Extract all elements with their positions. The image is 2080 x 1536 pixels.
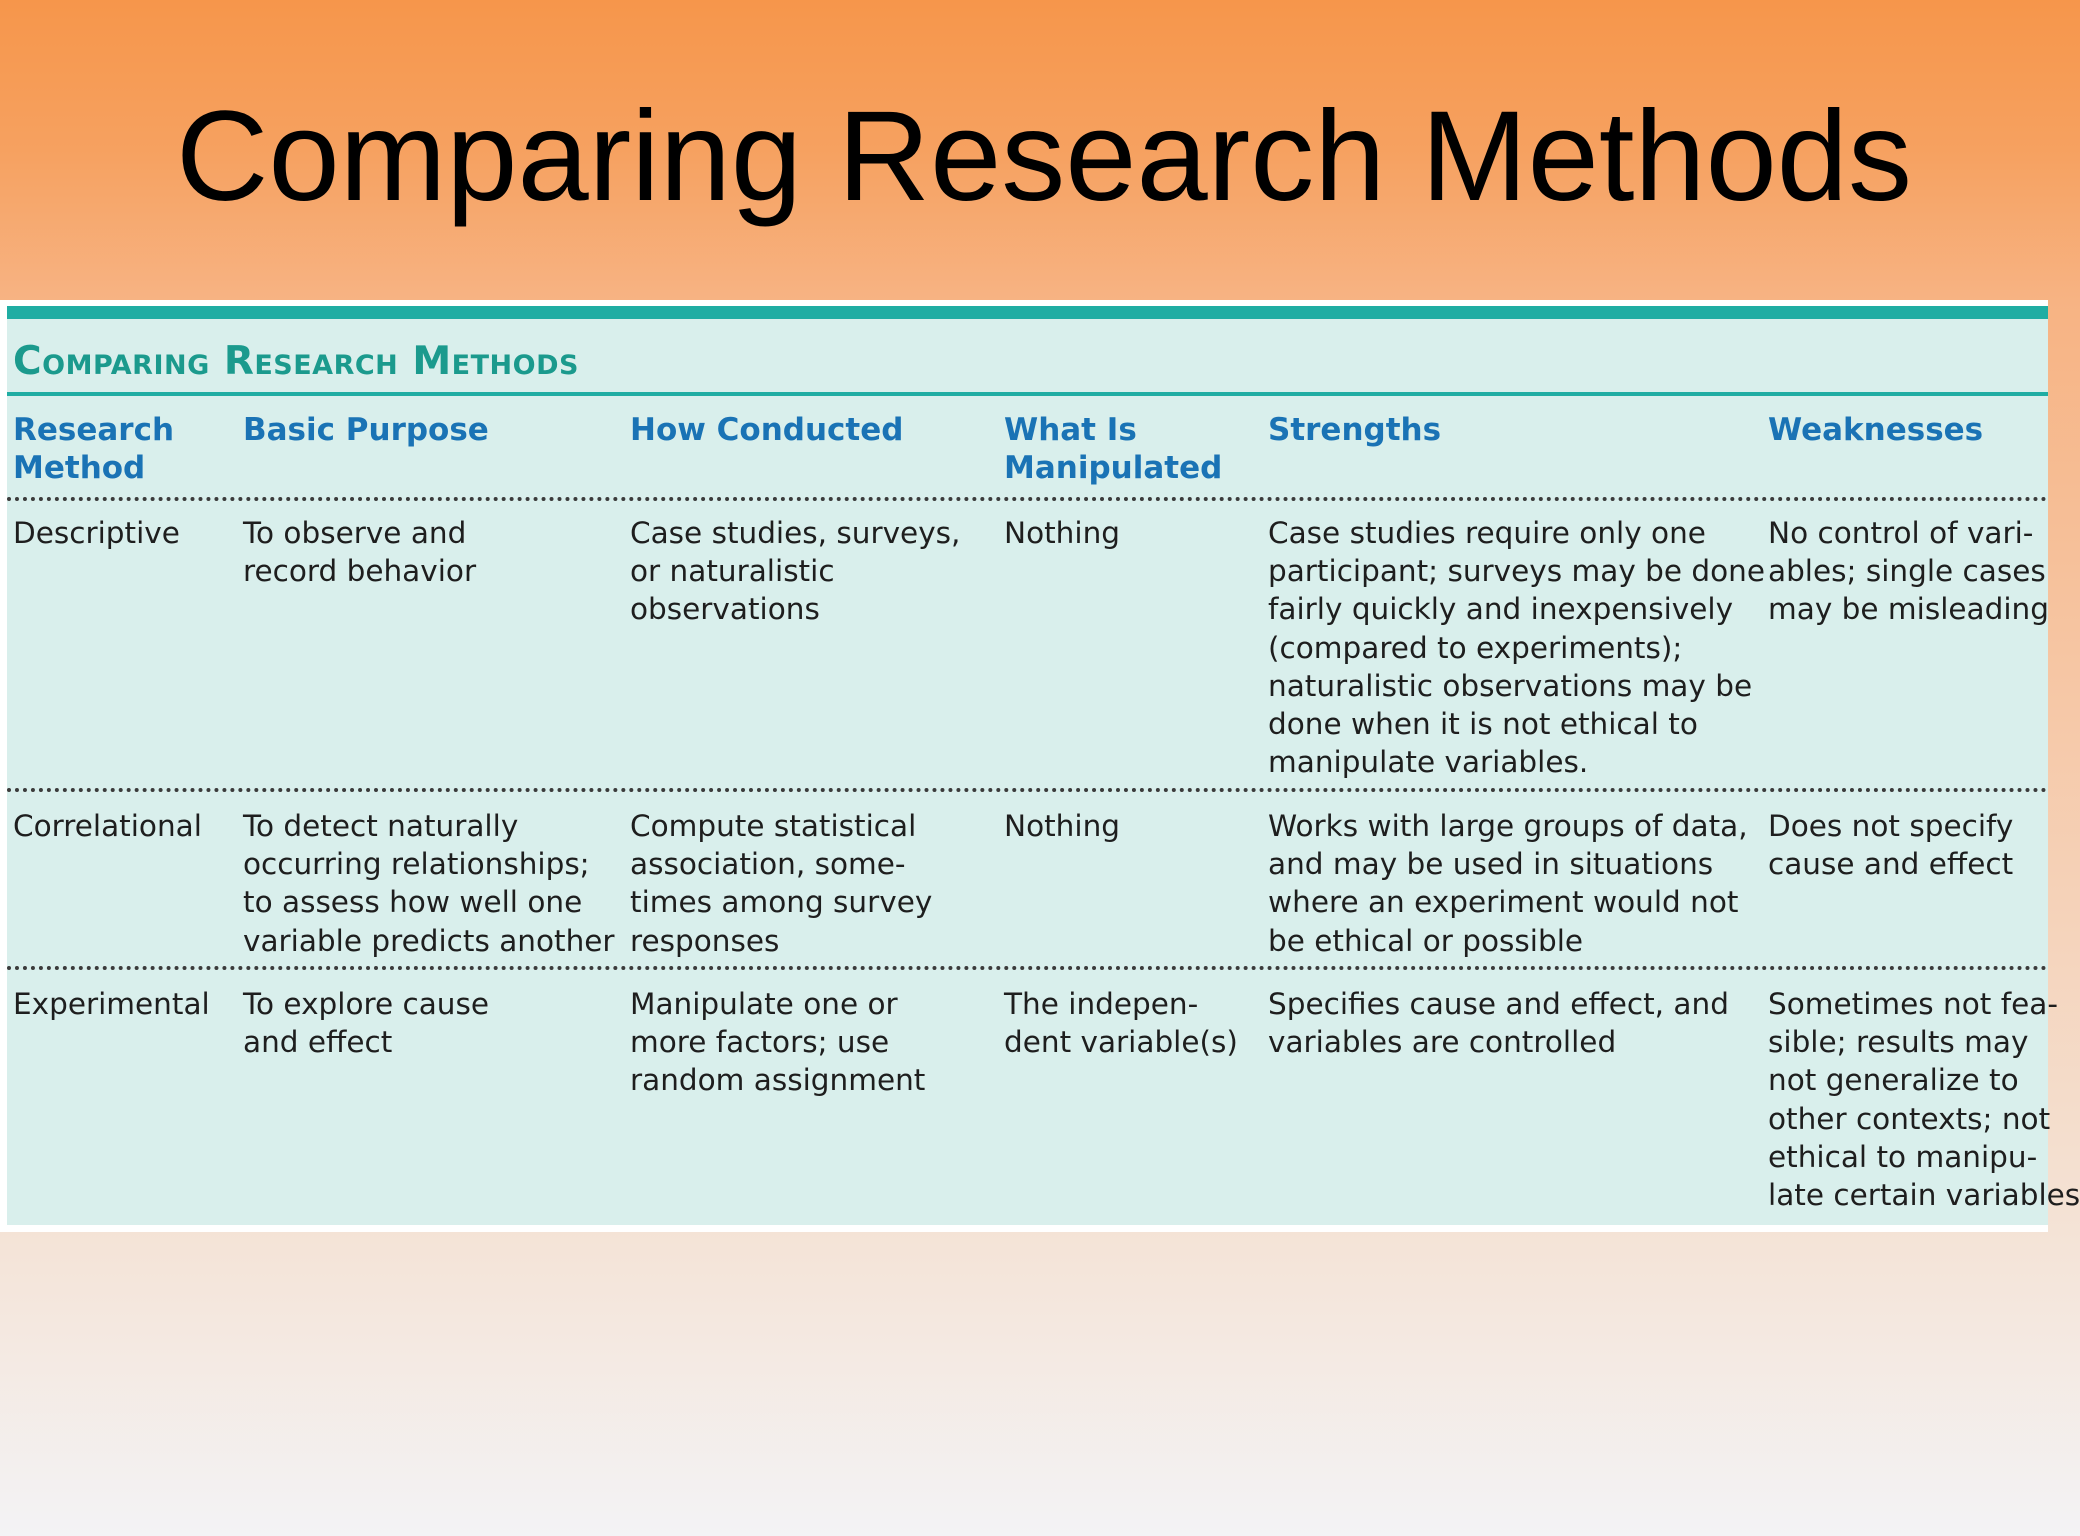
cell-line: where an experiment would not bbox=[1268, 885, 1739, 920]
cell-line: association, some- bbox=[630, 847, 906, 882]
cell-line: Sometimes not fea- bbox=[1768, 987, 2059, 1021]
cell-line: Works with large groups of data, bbox=[1268, 809, 1748, 843]
column-header-line: Basic Purpose bbox=[243, 412, 489, 448]
cell-line: record behavior bbox=[243, 554, 477, 589]
column-header-strengths bbox=[1268, 411, 1441, 449]
slide-title: Comparing Research Methods bbox=[176, 85, 1912, 228]
cell-line: Case studies require only one bbox=[1268, 516, 1706, 550]
cell-line: manipulate variables. bbox=[1268, 745, 1589, 780]
cell-line: Experimental bbox=[13, 987, 210, 1021]
row-divider bbox=[7, 966, 2048, 970]
cell-weaknesses bbox=[1768, 807, 2013, 883]
column-header-line: Research bbox=[13, 412, 175, 448]
cell-how-conducted bbox=[630, 985, 925, 1100]
cell-basic-purpose bbox=[243, 807, 615, 960]
column-header-line: Manipulated bbox=[1004, 450, 1223, 486]
column-header-line: Method bbox=[13, 450, 146, 486]
comparison-table bbox=[7, 306, 2080, 1225]
cell-line: other contexts; not bbox=[1768, 1101, 2051, 1136]
cell-line: Nothing bbox=[1004, 809, 1120, 843]
cell-line: and may be used in situations bbox=[1268, 847, 1714, 882]
cell-line: Case studies, surveys, bbox=[630, 516, 961, 550]
cell-line: Correlational bbox=[13, 809, 202, 843]
cell-line: To explore cause bbox=[243, 987, 490, 1021]
cell-line: The indepen- bbox=[1004, 987, 1199, 1021]
header-rule bbox=[7, 392, 2048, 396]
cell-line: responses bbox=[630, 923, 780, 958]
cell-line: done when it is not ethical to bbox=[1268, 707, 1698, 742]
cell-line: sible; results may bbox=[1768, 1025, 2029, 1060]
cell-line: (compared to experiments); bbox=[1268, 630, 1683, 665]
cell-line: Descriptive bbox=[13, 516, 180, 550]
column-header-what-is-manipulated bbox=[1004, 411, 1222, 487]
cell-line: Does not specify bbox=[1768, 809, 2014, 843]
column-header-line: Weaknesses bbox=[1768, 412, 1984, 448]
cell-line: occurring relationships; bbox=[243, 847, 590, 882]
cell-line: to assess how well one bbox=[243, 885, 583, 920]
cell-line: dent variable(s) bbox=[1004, 1025, 1238, 1060]
cell-what-is-manipulated bbox=[1004, 514, 1120, 552]
column-header-research-method bbox=[13, 411, 174, 487]
cell-research-method bbox=[13, 985, 210, 1023]
cell-line: observations bbox=[630, 592, 820, 627]
cell-how-conducted bbox=[630, 807, 932, 960]
cell-line: late certain variables bbox=[1768, 1178, 2080, 1213]
cell-line: Compute statistical bbox=[630, 809, 917, 843]
column-header-line: Strengths bbox=[1268, 412, 1442, 448]
cell-line: To observe and bbox=[243, 516, 467, 550]
cell-how-conducted bbox=[630, 514, 960, 629]
cell-strengths bbox=[1268, 807, 1748, 960]
cell-line: variable predicts another bbox=[243, 923, 615, 958]
cell-weaknesses bbox=[1768, 514, 2049, 629]
cell-strengths bbox=[1268, 514, 1765, 781]
comparison-table-image bbox=[0, 300, 2080, 1232]
cell-line: may be misleading bbox=[1768, 592, 2049, 627]
cell-what-is-manipulated bbox=[1004, 985, 1238, 1061]
cell-research-method bbox=[13, 514, 180, 552]
cell-basic-purpose bbox=[243, 985, 489, 1061]
cell-line: be ethical or possible bbox=[1268, 923, 1584, 958]
column-header-basic-purpose bbox=[243, 411, 489, 449]
cell-line: more factors; use bbox=[630, 1025, 890, 1060]
cell-line: not generalize to bbox=[1768, 1063, 2019, 1098]
column-header-line: What Is bbox=[1004, 412, 1137, 448]
cell-line: random assignment bbox=[630, 1063, 926, 1098]
cell-line: To detect naturally bbox=[243, 809, 519, 843]
row-divider bbox=[7, 788, 2048, 792]
column-header-weaknesses bbox=[1768, 411, 1983, 449]
cell-line: participant; surveys may be done bbox=[1268, 554, 1766, 589]
cell-line: Manipulate one or bbox=[630, 987, 898, 1021]
column-header-how-conducted bbox=[630, 411, 903, 449]
cell-line: No control of vari- bbox=[1768, 516, 2034, 550]
cell-line: times among survey bbox=[630, 885, 933, 920]
cell-research-method bbox=[13, 807, 202, 845]
cell-basic-purpose bbox=[243, 514, 476, 590]
column-header-line: How Conducted bbox=[630, 412, 904, 448]
cell-line: or naturalistic bbox=[630, 554, 835, 589]
cell-line: and effect bbox=[243, 1025, 393, 1060]
cell-line: naturalistic observations may be bbox=[1268, 668, 1753, 703]
table-heading: Comparing Research Methods bbox=[13, 339, 579, 384]
cell-strengths bbox=[1268, 985, 1729, 1061]
cell-what-is-manipulated bbox=[1004, 807, 1120, 845]
cell-line: ethical to manipu- bbox=[1768, 1139, 2038, 1174]
cell-weaknesses bbox=[1768, 985, 2080, 1214]
cell-line: ables; single cases bbox=[1768, 554, 2046, 589]
cell-line: Specifies cause and effect, and bbox=[1268, 987, 1729, 1021]
cell-line: fairly quickly and inexpensively bbox=[1268, 592, 1734, 627]
cell-line: Nothing bbox=[1004, 516, 1120, 550]
cell-line: variables are controlled bbox=[1268, 1025, 1617, 1060]
cell-line: cause and effect bbox=[1768, 847, 2014, 882]
row-divider bbox=[7, 497, 2048, 501]
